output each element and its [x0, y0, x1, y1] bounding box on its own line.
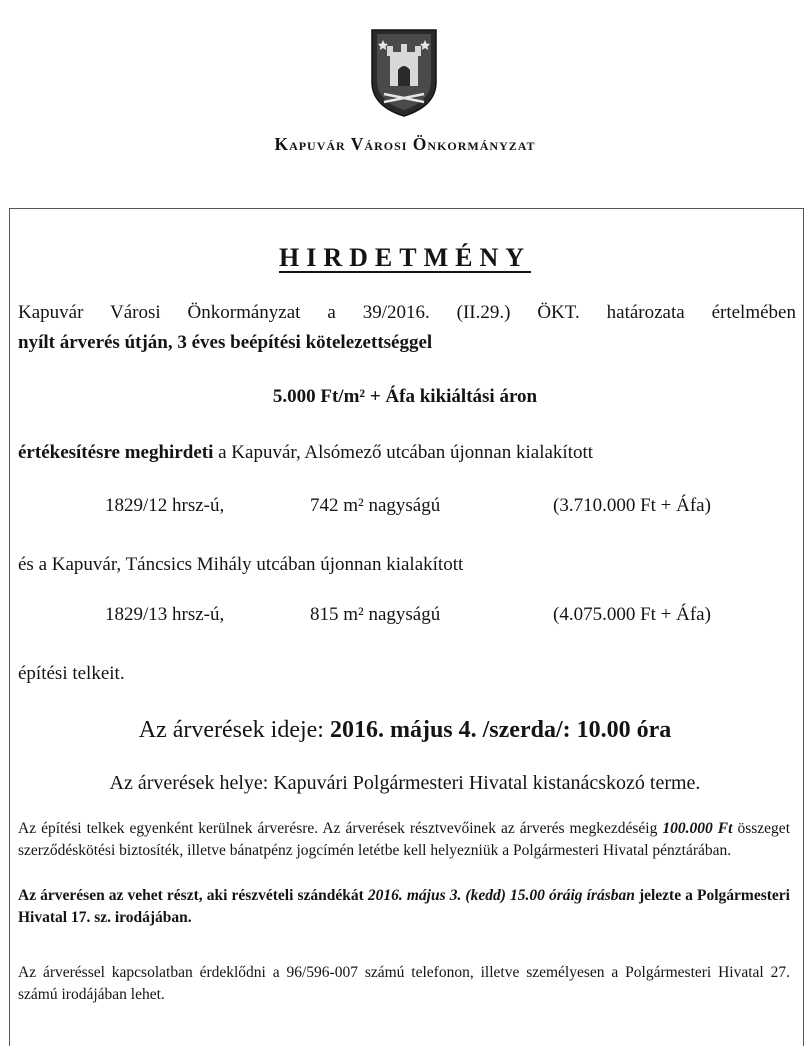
- participation-text-b: jelezte a Polgármesteri Hivatal 17. sz. irodájában.: [18, 887, 790, 926]
- organization-name: Kapuvár Városi Önkormányzat: [274, 134, 536, 154]
- deposit-text-b: összeget szerződéskötési biztosíték, illetve bánatpénz jogcímén letétbe kell helyezniük a Polgármesteri Hivatal pénztárában.: [18, 820, 790, 859]
- deposit-paragraph: [18, 818, 790, 862]
- auction-place: Az árverések helye: Kapuvári Polgármesteri Hivatal kistanácskozó terme.: [109, 772, 701, 794]
- participation-paragraph: [18, 885, 790, 929]
- plot-2-price: (4.075.000 Ft + Áfa): [553, 604, 711, 625]
- coat-of-arms-emblem: [368, 22, 440, 118]
- second-street-line: és a Kapuvár, Táncsics Mihály utcában újonnan kialakított: [18, 554, 464, 575]
- plot-row-2: [0, 604, 810, 634]
- plots-end-line: építési telkeit.: [18, 663, 125, 684]
- intro-line: Kapuvár Városi Önkormányzat a 39/2016. (II.29.) ÖKT. határozata értelmében: [18, 302, 796, 323]
- deposit-amount: 100.000 Ft: [662, 820, 733, 837]
- participation-text-a: Az árverésen az vehet részt, aki részvételi szándékát: [18, 887, 368, 904]
- plot-2-size: 815 m² nagyságú: [310, 604, 441, 625]
- contact-paragraph: Az árveréssel kapcsolatban érdeklődni a 96/596-007 számú telefonon, illetve személyesen a Polgármesteri Hivatal 27. számú irodájában lehet.: [18, 964, 790, 1003]
- sale-announcement-rest: a Kapuvár, Alsómező utcában újonnan kialakított: [213, 442, 594, 463]
- sale-announcement-bold: értékesítésre meghirdeti: [18, 442, 214, 463]
- plot-row-1: [0, 495, 810, 525]
- notice-title: HIRDETMÉNY: [278, 243, 531, 272]
- sale-announcement: [18, 439, 593, 466]
- participation-deadline: 2016. május 3. (kedd) 15.00 óráig írásban: [367, 887, 635, 904]
- plot-1-size: 742 m² nagyságú: [310, 495, 441, 516]
- plot-2-hrsz: 1829/13 hrsz-ú,: [105, 604, 225, 625]
- auction-time: [0, 715, 810, 745]
- deposit-text-a: Az építési telkek egyenként kerülnek árverésre. Az árverések résztvevőinek az árverés megkezdéséig: [18, 820, 663, 837]
- plot-1-price: (3.710.000 Ft + Áfa): [553, 495, 711, 516]
- plot-1-hrsz: 1829/12 hrsz-ú,: [105, 495, 225, 516]
- auction-time-value: 2016. május 4. /szerda/: 10.00 óra: [329, 717, 672, 743]
- starting-price: 5.000 Ft/m² + Áfa kikiáltási áron: [272, 386, 538, 407]
- auction-terms: nyílt árverés útján, 3 éves beépítési kötelezettséggel: [18, 332, 433, 353]
- auction-time-label: Az árverések ideje:: [138, 717, 330, 743]
